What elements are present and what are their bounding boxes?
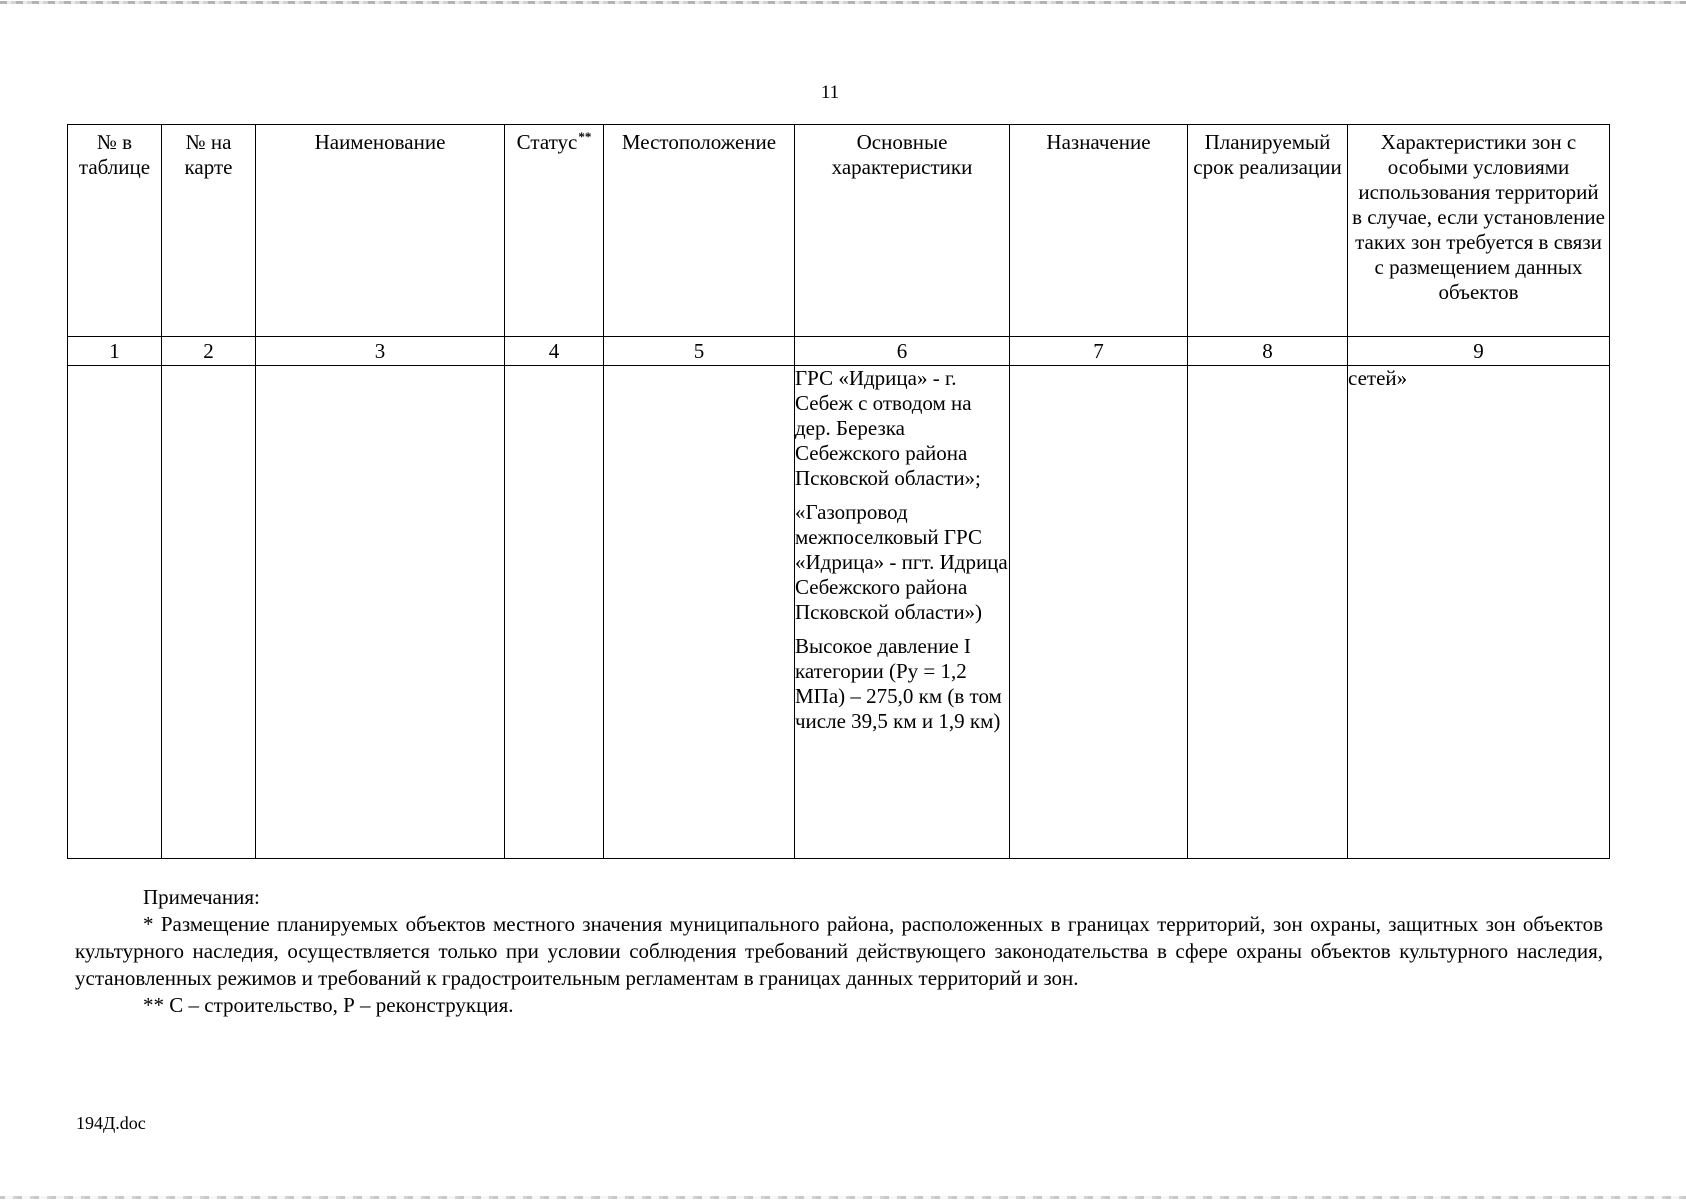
page-number: 11 <box>820 82 840 103</box>
characteristics-paragraph: ГРС «Идрица» - г. Себеж с отводом на дер. Березка Себежского района Псковской области»; <box>795 366 981 490</box>
note-1: * Размещение планируемых объектов местного значения муниципального района, расположенных в границах территорий, зон охраны, защитных зон объектов культурного наследия, осуществляется только при условии соблюдения требований действующего законодательства в сфере охраны объектов культурного наследия, установленных режимов и требований к градостроительным регламентам в границах данных территорий и зон. <box>75 912 1603 990</box>
header-name: Наименование <box>256 125 505 337</box>
cell-location <box>604 366 795 859</box>
note-2: ** С – строительство, Р – реконструкция. <box>143 993 514 1017</box>
header-location: Местоположение <box>604 125 795 337</box>
column-number: 9 <box>1348 337 1610 366</box>
notes <box>75 884 1603 1019</box>
column-number: 8 <box>1188 337 1348 366</box>
scan-bottom-edge <box>0 1196 1686 1199</box>
column-number: 7 <box>1010 337 1188 366</box>
cell-main-characteristics <box>795 366 1010 859</box>
column-number: 5 <box>604 337 795 366</box>
header-planned-term: Планируемый срок реализации <box>1188 125 1348 337</box>
header-table-number: № в таблице <box>68 125 162 337</box>
status-footnote-mark: ** <box>578 129 592 144</box>
header-row <box>68 125 1610 337</box>
header-zone-characteristics: Характеристики зон с особыми условиями использования территорий в случае, если установление таких зон требуется в связи с размещением данных объектов <box>1348 125 1610 337</box>
column-number-row <box>68 337 1610 366</box>
notes-title: Примечания: <box>143 885 260 909</box>
characteristics-paragraph: «Газопровод межпоселковый ГРС «Идрица» - пгт. Идрица Себежского района Псковской области») <box>795 500 1008 624</box>
document-code: 194Д.doc <box>76 1113 146 1133</box>
header-main-characteristics: Основные характеристики <box>795 125 1010 337</box>
cell-planned-term <box>1188 366 1348 859</box>
header-map-number: № на карте <box>162 125 256 337</box>
cell-zone-characteristics: сетей» <box>1348 366 1610 859</box>
column-number: 1 <box>68 337 162 366</box>
cell-status <box>505 366 604 859</box>
column-number: 6 <box>795 337 1010 366</box>
objects-table <box>67 124 1610 859</box>
cell-map-number <box>162 366 256 859</box>
cell-table-number <box>68 366 162 859</box>
table-row <box>68 366 1610 859</box>
column-number: 3 <box>256 337 505 366</box>
cell-purpose <box>1010 366 1188 859</box>
header-purpose: Назначение <box>1010 125 1188 337</box>
cell-name <box>256 366 505 859</box>
header-status-label: Статус <box>516 130 578 154</box>
scan-top-edge <box>0 1 1686 4</box>
column-number: 2 <box>162 337 256 366</box>
characteristics-paragraph: Высокое давление I категории (Ру = 1,2 МПа) – 275,0 км (в том числе 39,5 км и 1,9 км) <box>795 634 1002 733</box>
column-number: 4 <box>505 337 604 366</box>
header-status <box>505 125 604 337</box>
